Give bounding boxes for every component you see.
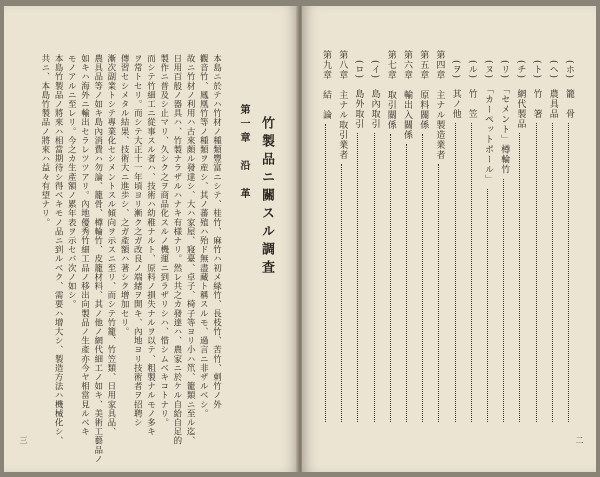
toc-leader-dots — [325, 124, 326, 422]
toc-entry — [386, 50, 395, 426]
toc-label: 第九章 結 論 — [321, 50, 331, 120]
chapter-heading: 第一章 沿 革 — [238, 104, 249, 202]
body-column: モノアルニ至レリ。今之カ生產額ノ累年表ヲ示セバ次ノ如シ。 — [66, 54, 77, 309]
toc-label: (ヲ) 其ノ他 — [450, 60, 461, 120]
toc-label: (チ) 網代製品 — [515, 60, 526, 130]
toc-label: (ロ) 島外取引 — [353, 60, 364, 130]
right-page — [302, 6, 596, 472]
body-column: 本島竹製品ノ將來ハ相當期待シ得ベキモノ品ニ到ルベク、需要ハ增大シ、製造方法ハ機械化シ、 — [53, 54, 64, 446]
toc-entry — [418, 50, 427, 426]
toc-label: (ホ) 籠 骨 — [564, 60, 574, 120]
toc-entry — [564, 60, 573, 426]
toc-entry — [532, 60, 541, 426]
toc-label: (ヌ) 「カーペットポール」 — [483, 60, 493, 185]
toc-label: 第四章 主ナル製造業者 — [434, 50, 445, 160]
toc-entry — [548, 60, 557, 426]
toc-leader-dots — [519, 133, 520, 422]
toc-entry — [321, 50, 330, 426]
toc-leader-dots — [471, 123, 472, 422]
toc-leader-dots — [568, 123, 569, 422]
toc-leader-dots — [455, 123, 456, 422]
page-number: 二 — [575, 436, 584, 444]
toc-label: (ト) 竹 箸 — [531, 60, 542, 120]
toc-label: 第六章 輸出入關係 — [402, 50, 412, 140]
body-column: 如キハ海外ニ輸出セラレツツアリ。內地優秀竹細工品ノ移出向製品ノ生產亦今ヤ相當見ルベキ — [79, 54, 90, 437]
toc-leader-dots — [536, 123, 537, 422]
body-column: 共ニ、本島竹製品ノ將來ハ益々有望ナリ。 — [39, 54, 50, 227]
toc-entry — [337, 50, 346, 426]
toc-leader-dots — [438, 164, 439, 422]
toc-leader-dots — [552, 123, 553, 422]
toc-entry — [483, 60, 492, 426]
toc-leader-dots — [341, 164, 342, 422]
body-column: 漸次副業トシテ專業化セシメントスル傾向ヲ示スニ至リ、而シテ竹籠、竹笠類、日用家具品、 — [105, 54, 116, 437]
toc-label: (ヘ) 農具品 — [547, 60, 558, 120]
toc-entry — [467, 60, 476, 426]
toc-entry — [353, 60, 362, 426]
toc-label: 第七章 取引關係 — [385, 50, 396, 130]
body-column: 製作ニ普及シ止マリ、久シク之ヲ商品化スルノ機運ニ到ラザリシハ、惜シムベキコトナリ。 — [158, 54, 169, 428]
body-column: ヲ常トセリ。而シテ大正十一年頃ヨリ漸ク之ガ改良ノ端緒ヲ開キ、內地ヨリ技術者ヲ招聘シ — [132, 54, 143, 428]
body-column: 觀音竹、鳳凰竹等ノ種類ヲ産シ、其ノ蕃殖ハ殆ド無盡藏ト稱スルモ、過言ニ非ザルベシ。 — [198, 54, 209, 418]
toc-leader-dots — [390, 134, 391, 422]
body-column: 傳習セシメタル結果、技術大ニ進歩シ、之ガ產額ハ著シク增加セリ。 — [119, 54, 130, 337]
toc-leader-dots — [503, 179, 504, 422]
toc-leader-dots — [422, 134, 423, 422]
toc-label: 第八章 主ナル取引業者 — [337, 50, 348, 160]
toc-entry — [370, 60, 379, 426]
toc-entry — [434, 50, 443, 426]
left-page — [4, 6, 298, 472]
body-column: 本島ニ於テハ竹材ノ種類豐富ニシテ、桂竹、麻竹ハ初メ緑竹、長枝竹、苦竹、刺竹ノ外 — [211, 54, 222, 409]
toc-label: (イ) 島內取引 — [369, 60, 380, 130]
toc-entry — [451, 60, 460, 426]
toc-leader-dots — [406, 144, 407, 422]
toc-leader-dots — [357, 133, 358, 422]
toc-label: (ル) 竹 笠 — [466, 60, 477, 120]
body-column: 故ニ竹材ノ利用ハ古來頗ル發達シ、大ハ家屋、寢臺、卓子、椅子等ヨリ小ハ笊、籠類ニ至ル迄、 — [185, 54, 196, 446]
page-number: 三 — [19, 436, 28, 444]
toc-leader-dots — [374, 133, 375, 422]
body-column: 農具品等ノ如キ島內消費ハ勿論、籠骨、樽輪竹、皮籠材料、其ノ他ノ網代細工ノ如キ、美術工藝品ノ — [92, 54, 103, 464]
body-column: 而シテ竹細工ニ從事スル者ハ、技術ハ幼稚ナルト、原料ノ損失ナルヲ以テ、粗製ナルモノ多キ — [145, 54, 156, 437]
body-column: 日用百般ノ器具ハ、竹製ナラザルハナキ有様ナリ。然レ共之カ發達ハ、農家ニ於ケル自給自足的 — [171, 54, 182, 446]
toc-label: 第五章 原料關係 — [418, 50, 429, 130]
toc-entry — [499, 60, 508, 426]
toc-leader-dots — [487, 189, 488, 422]
page-title: 竹製品ニ關スル調査 — [259, 116, 274, 278]
toc-entry — [402, 50, 411, 426]
toc-entry — [515, 60, 524, 426]
toc-label: (リ) 「セメント」樽輪竹 — [499, 60, 510, 175]
